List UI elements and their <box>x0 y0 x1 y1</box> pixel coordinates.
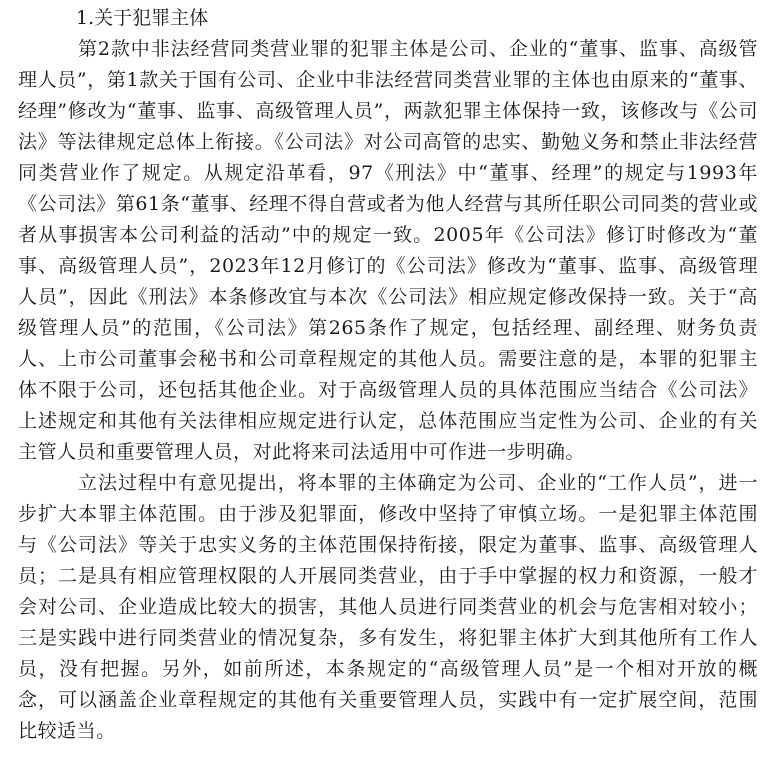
paragraph-criminal-subject: 第2款中非法经营同类营业罪的犯罪主体是公司、企业的“董事、监事、高级管理人员”，第1款关于国有公司、企业中非法经营同类营业罪的主体也由原来的“董事、经理”修改为“董事、监事、高级管理人员”，两款犯罪主体保持一致，该修改与《公司法》等法律规定总体上衔接。《公司法》对公司高管的忠实、勤勉义务和禁止非法经营同类营业作了规定。从规定沿革看，97《刑法》中“董事、经理”的规定与1993年《公司法》第61条“董事、经理不得自营或者为他人经营与其所任职公司同类的营业或者从事损害本公司利益的活动”中的规定一致。2005年《公司法》修订时修改为“董事、高级管理人员”，2023年12月修订的《公司法》修改为“董事、监事、高级管理人员”，因此《刑法》本条修改宜与本次《公司法》相应规定修改保持一致。关于“高级管理人员”的范围，《公司法》第265条作了规定，包括经理、副经理、财务负责人、上市公司董事会秘书和公司章程规定的其他人员。需要注意的是，本罪的犯罪主体不限于公司，还包括其他企业。对于高级管理人员的具体范围应当结合《公司法》上述规定和其他有关法律相应规定进行认定，总体范围应当定性为公司、企业的有关主管人员和重要管理人员，对此将来司法适用中可作进一步明确。 <box>18 38 758 463</box>
section-heading: 1.关于犯罪主体 <box>76 7 209 29</box>
document-body <box>18 3 758 747</box>
paragraph-legislative-process: 立法过程中有意见提出，将本罪的主体确定为公司、企业的“工作人员”，进一步扩大本罪主体范围。由于涉及犯罪面，修改中坚持了审慎立场。一是犯罪主体范围与《公司法》等关于忠实义务的主体范围保持衔接，限定为董事、监事、高级管理人员；二是具有相应管理权限的人开展同类营业，由于手中掌握的权力和资源，一般才会对公司、企业造成比较大的损害，其他人员进行同类营业的机会与危害相对较小；三是实践中进行同类营业的情况复杂，多有发生，将犯罪主体扩大到其他所有工作人员，没有把握。另外，如前所述，本条规定的“高级管理人员”是一个相对开放的概念，可以涵盖企业章程规定的其他有关重要管理人员，实践中有一定扩展空间，范围比较适当。 <box>18 472 758 742</box>
